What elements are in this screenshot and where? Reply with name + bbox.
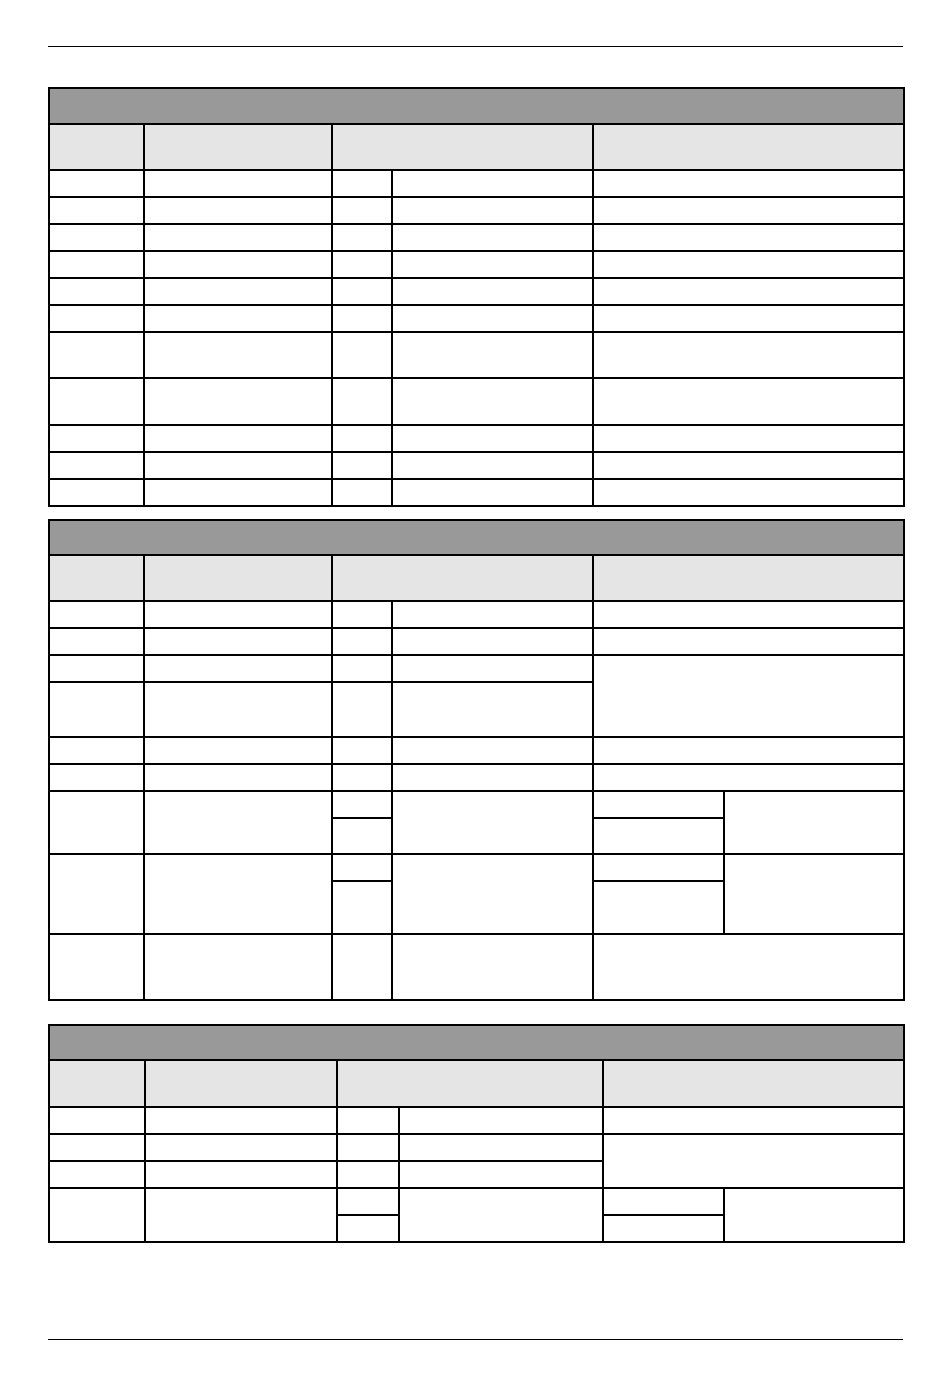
table-row (49, 305, 904, 332)
table-row (49, 1134, 904, 1161)
column-header (145, 1060, 337, 1107)
column-header (49, 555, 144, 601)
table-row (49, 628, 904, 655)
footer-rule (48, 1339, 903, 1340)
table-title (49, 520, 904, 555)
table-row (49, 197, 904, 224)
table-row (49, 854, 904, 881)
table-row (49, 278, 904, 305)
spec-table-3 (48, 1024, 905, 1243)
column-header (49, 124, 144, 170)
table-row (49, 332, 904, 378)
table-row (49, 601, 904, 628)
column-header (593, 124, 904, 170)
column-header (593, 555, 904, 601)
column-header (144, 555, 332, 601)
table-row (49, 1188, 904, 1215)
table-row (49, 425, 904, 452)
spec-table-2 (48, 519, 905, 1001)
table-title (49, 88, 904, 124)
table-title (49, 1025, 904, 1060)
spec-table-1 (48, 87, 905, 507)
table-row (49, 170, 904, 197)
column-header (332, 555, 593, 601)
column-header (337, 1060, 603, 1107)
table-row (49, 737, 904, 764)
table-row (49, 764, 904, 791)
table-row (49, 479, 904, 506)
column-header (49, 1060, 145, 1107)
table-row (49, 251, 904, 278)
table-row (49, 378, 904, 425)
column-header (603, 1060, 904, 1107)
table-row (49, 655, 904, 682)
table-row (49, 934, 904, 1000)
table-row (49, 1107, 904, 1134)
table-row (49, 791, 904, 818)
column-header (332, 124, 593, 170)
table-row (49, 224, 904, 251)
table-row (49, 452, 904, 479)
header-rule (48, 46, 903, 47)
column-header (144, 124, 332, 170)
